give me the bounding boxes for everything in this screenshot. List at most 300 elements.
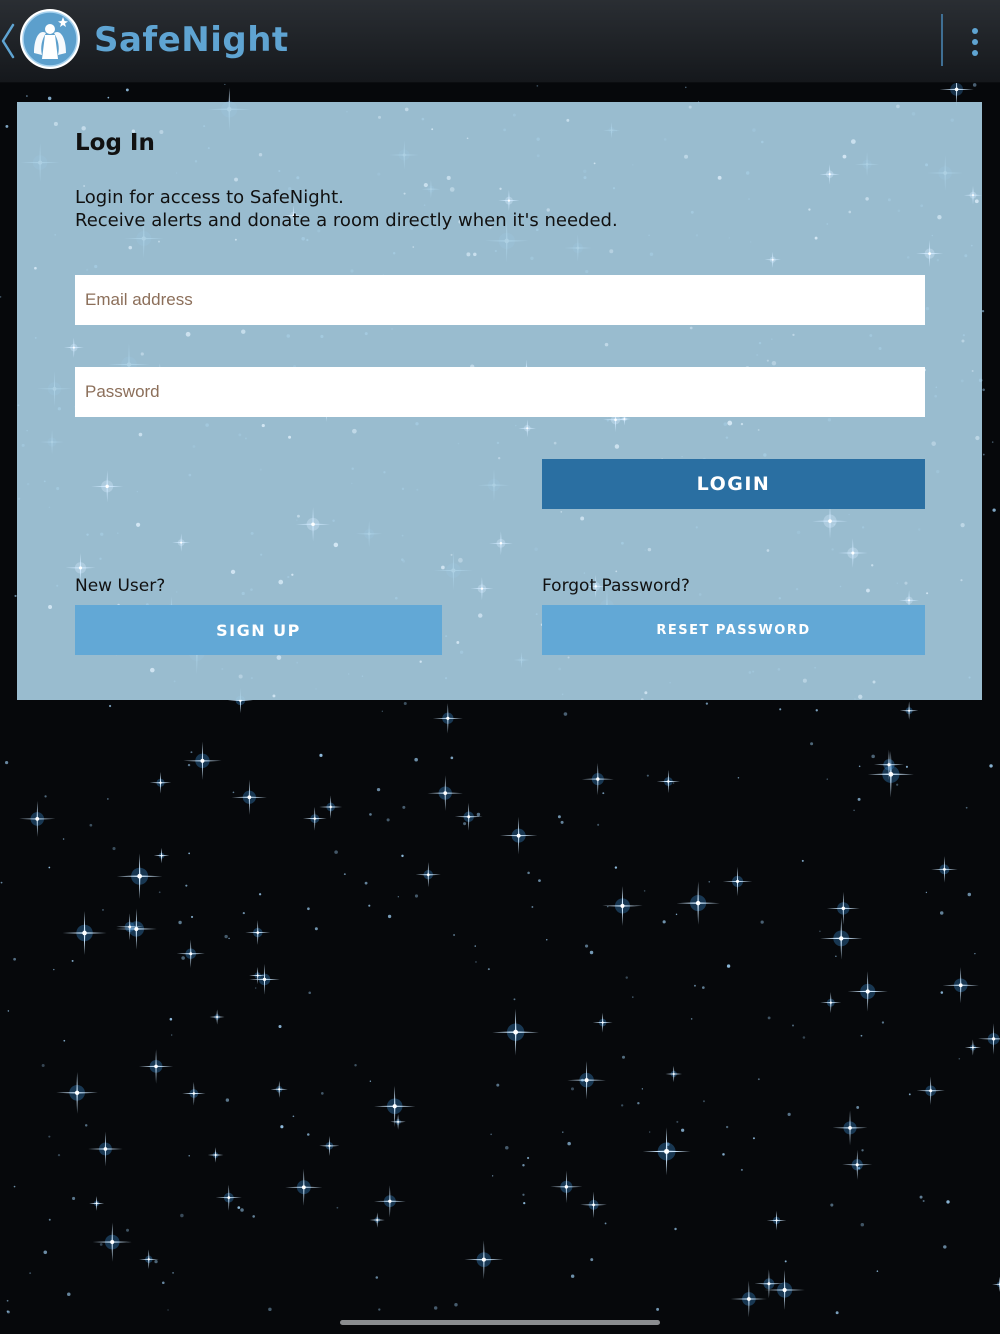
card-sparkle-dot [150, 668, 155, 673]
star-dot [691, 1018, 693, 1020]
star-sparkle [285, 1169, 322, 1206]
star-dot [67, 1292, 71, 1296]
card-sparkle-dot [259, 153, 262, 156]
star-sparkle [116, 913, 143, 940]
star-dot [344, 873, 346, 875]
star-dot [63, 838, 65, 840]
star-dot [454, 1303, 457, 1306]
intro-line-2: Receive alerts and donate a room directly when it's needed. [75, 210, 618, 231]
card-sparkle-dot [609, 249, 613, 253]
star-sparkle [154, 848, 169, 863]
card-sparkle-dot [447, 176, 451, 180]
star-dot [42, 1064, 45, 1067]
card-sparkle-dot [412, 246, 414, 248]
star-dot [369, 813, 372, 816]
star-sparkle [139, 1250, 159, 1270]
star-dot [259, 893, 261, 895]
star-dot [154, 1260, 157, 1263]
star-dot [90, 824, 93, 827]
card-sparkle-dot [560, 511, 562, 513]
star-dot [126, 1229, 129, 1232]
card-sparkle-dot [458, 558, 463, 563]
card-sparkle-dot [277, 655, 282, 660]
star-dot [49, 1219, 51, 1221]
card-sparkle-dot [792, 334, 794, 336]
card-sparkle-dot [648, 548, 651, 551]
star-dot [463, 822, 466, 825]
star-dot [224, 84, 225, 85]
star-dot [974, 953, 975, 954]
card-sparkle-dot [288, 436, 291, 439]
star-dot [180, 1214, 184, 1218]
star-dot [321, 1092, 324, 1095]
star-dot [941, 991, 944, 994]
card-sparkle-dot [689, 106, 692, 109]
star-dot [989, 764, 992, 767]
star-dot [562, 1131, 563, 1132]
card-sparkle-dot [975, 436, 979, 440]
card-sparkle-dot [615, 444, 619, 448]
star-dot [365, 882, 368, 885]
star-dot [959, 1058, 961, 1060]
new-user-label: New User? [75, 576, 166, 596]
star-dot [637, 1102, 639, 1104]
star-sparkle [500, 817, 537, 854]
star-dot [475, 961, 476, 962]
star-dot [58, 1154, 60, 1156]
star-dot [414, 758, 418, 762]
star-sparkle [764, 1270, 804, 1310]
page-title: Log In [75, 130, 155, 156]
star-sparkle [210, 1010, 225, 1025]
overflow-menu-icon[interactable] [958, 22, 992, 62]
card-sparkle-dot [262, 424, 265, 427]
card-sparkle-dot [466, 252, 470, 256]
star-dot [354, 1064, 356, 1066]
star-sparkle [992, 1277, 1000, 1292]
star-sparkle [374, 1086, 415, 1127]
star-sparkle [842, 1150, 872, 1180]
star-dot [185, 885, 187, 887]
star-dot [402, 806, 405, 809]
star-dot [376, 1276, 379, 1279]
star-dot [514, 998, 516, 1000]
star-sparkle [827, 892, 860, 925]
card-sparkle-dot [594, 162, 596, 164]
star-dot [676, 914, 677, 915]
star-dot [29, 1272, 31, 1274]
star-dot [896, 784, 898, 786]
star-dot [940, 911, 943, 914]
card-sparkle-dot [896, 105, 900, 109]
star-dot [108, 97, 110, 99]
star-dot [722, 1153, 724, 1155]
star-sparkle [116, 908, 157, 949]
star-dot [861, 1149, 863, 1151]
star-sparkle [657, 770, 680, 793]
app-title: SafeNight [94, 20, 289, 60]
star-dot [853, 810, 854, 811]
star-dot [307, 1133, 310, 1136]
star-dot [615, 866, 617, 868]
star-dot [768, 1016, 771, 1019]
card-sparkle-dot [467, 137, 469, 139]
password-field[interactable] [75, 367, 925, 417]
star-dot [126, 88, 129, 91]
star-dot [162, 1281, 165, 1284]
card-sparkle-dot [451, 554, 453, 556]
star-dot [401, 855, 403, 857]
card-sparkle-dot [158, 241, 160, 243]
star-dot [7, 1300, 9, 1302]
card-sparkle-dot [128, 246, 132, 250]
star-dot [307, 907, 310, 910]
card-sparkle-dot [858, 695, 862, 699]
star-sparkle [917, 1077, 945, 1105]
star-dot [404, 702, 407, 705]
star-sparkle [723, 867, 752, 896]
star-dot [5, 761, 8, 764]
star-dot [605, 1222, 607, 1224]
star-dot [107, 798, 109, 800]
card-sparkle-dot [405, 108, 409, 112]
star-sparkle [874, 750, 904, 780]
star-dot [191, 916, 193, 918]
star-dot [522, 1164, 524, 1166]
star-dot [706, 702, 708, 704]
angel-logo-icon[interactable] [18, 7, 82, 71]
star-dot [280, 1125, 283, 1128]
login-card [17, 102, 982, 700]
star-dot [109, 705, 111, 707]
star-sparkle [550, 1171, 582, 1203]
card-sparkle-dot [48, 605, 52, 609]
star-dot [982, 310, 984, 312]
star-sparkle [374, 1185, 406, 1217]
star-dot [44, 795, 46, 797]
star-dot [788, 1113, 791, 1116]
star-dot [642, 1088, 643, 1089]
star-sparkle [89, 1196, 104, 1211]
card-sparkle-dot [235, 239, 237, 241]
star-dot [741, 1169, 743, 1171]
star-sparkle [249, 964, 280, 995]
card-sparkle-dot [741, 423, 743, 425]
star-dot [626, 976, 628, 978]
star-dot [387, 818, 390, 821]
star-sparkle [464, 1240, 503, 1279]
star-dot [488, 968, 490, 970]
star-dot [726, 1126, 728, 1128]
star-sparkle [303, 807, 327, 831]
star-dot [319, 754, 322, 757]
card-sparkle-dot [478, 613, 482, 617]
star-dot [702, 986, 705, 989]
star-sparkle [731, 1281, 767, 1317]
card-sparkle-dot [960, 579, 962, 581]
star-dot [992, 441, 993, 442]
card-sparkle-dot [758, 429, 760, 431]
star-dot [268, 1308, 271, 1311]
star-dot [621, 1104, 623, 1106]
star-dot [647, 775, 649, 777]
star-dot [656, 1308, 659, 1311]
star-dot [43, 1251, 47, 1255]
star-dot [398, 896, 399, 897]
star-dot [703, 1100, 705, 1102]
card-sparkle-dot [231, 570, 235, 574]
star-dot [377, 788, 380, 791]
card-sparkle-dot [272, 694, 275, 697]
star-dot [53, 969, 54, 970]
forgot-password-label: Forgot Password? [542, 576, 690, 596]
card-sparkle-dot [690, 327, 693, 330]
star-sparkle [602, 886, 642, 926]
star-sparkle [833, 1110, 868, 1145]
card-sparkle-dot [873, 680, 876, 683]
star-sparkle [964, 186, 982, 204]
card-sparkle-dot [378, 116, 381, 119]
card-sparkle-dot [54, 122, 58, 126]
card-sparkle-dot [937, 215, 941, 219]
star-dot [856, 1106, 859, 1109]
star-sparkle [916, 240, 943, 267]
star-dot [992, 508, 995, 511]
card-sparkle-dot [141, 352, 144, 355]
star-dot [505, 1146, 509, 1150]
star-dot [871, 755, 875, 759]
star-sparkle [319, 796, 342, 819]
star-dot [278, 1025, 281, 1028]
card-sparkle-dot [278, 580, 283, 585]
card-sparkle-dot [456, 641, 459, 644]
star-dot [477, 813, 480, 816]
reset-password-button[interactable]: RESET PASSWORD [542, 605, 925, 655]
card-sparkle-dot [684, 155, 688, 159]
star-dot [475, 945, 476, 946]
chevron-left-icon[interactable] [0, 22, 16, 60]
card-sparkle-dot [772, 361, 776, 365]
card-sparkle-dot [815, 237, 818, 240]
star-dot [188, 1155, 190, 1157]
star-dot [585, 944, 588, 947]
card-sparkle-dot [580, 517, 584, 521]
star-dot [571, 1275, 574, 1278]
star-dot [453, 934, 455, 936]
star-sparkle [427, 775, 463, 811]
star-dot [492, 1175, 493, 1176]
star-dot [982, 389, 985, 392]
star-sparkle [232, 780, 267, 815]
star-dot [315, 927, 318, 930]
card-sparkle-dot [159, 130, 163, 134]
star-dot [761, 921, 764, 924]
star-dot [882, 1021, 884, 1023]
card-sparkle-dot [568, 656, 570, 658]
star-dot [590, 951, 593, 954]
star-dot [255, 987, 256, 988]
card-sparkle-dot [803, 679, 807, 683]
intro-line-1: Login for access to SafeNight. [75, 187, 344, 208]
card-sparkle-dot [136, 523, 140, 527]
star-dot [159, 891, 161, 893]
star-sparkle [848, 971, 888, 1011]
star-dot [112, 847, 115, 850]
card-sparkle-dot [975, 199, 979, 203]
star-sparkle [390, 1114, 405, 1129]
star-sparkle [370, 1212, 385, 1227]
star-dot [240, 1208, 244, 1212]
star-dot [170, 1018, 173, 1021]
card-sparkle-dot [767, 360, 769, 362]
card-sparkle-dot [441, 566, 445, 570]
star-sparkle [593, 1013, 613, 1033]
star-dot [597, 824, 599, 826]
star-dot [522, 1194, 524, 1196]
star-dot [906, 766, 908, 768]
card-sparkle-dot [615, 570, 617, 572]
star-sparkle [943, 967, 979, 1003]
star-dot [861, 1035, 863, 1037]
star-dot [810, 742, 813, 745]
card-sparkle-dot [291, 574, 293, 576]
card-sparkle-dot [431, 128, 433, 130]
star-dot [966, 807, 968, 809]
card-sparkle-dot [931, 441, 936, 446]
star-dot [228, 938, 229, 939]
star-dot [968, 893, 971, 896]
card-sparkle-dot [554, 442, 557, 445]
star-dot [632, 996, 633, 997]
star-dot [663, 920, 666, 923]
star-dot [523, 1202, 525, 1204]
card-sparkle-dot [241, 330, 245, 334]
email-field[interactable] [75, 275, 925, 325]
star-sparkle [433, 703, 463, 733]
star-sparkle [677, 882, 720, 925]
star-dot [252, 1215, 255, 1218]
star-dot [920, 1196, 923, 1199]
intro-text [75, 186, 618, 232]
sign-up-button[interactable]: SIGN UP [75, 605, 442, 655]
card-sparkle-dot [848, 211, 851, 214]
card-sparkle-dot [851, 139, 856, 144]
star-dot [527, 1157, 529, 1159]
card-sparkle-dot [641, 698, 644, 700]
star-dot [943, 1245, 946, 1248]
star-dot [382, 711, 383, 712]
star-dot [368, 905, 370, 907]
star-dot [538, 879, 541, 882]
appbar-divider [941, 14, 943, 66]
star-sparkle [19, 801, 55, 837]
star-dot [434, 1306, 437, 1309]
card-sparkle-dot [473, 253, 476, 256]
star-sparkle [820, 992, 841, 1013]
star-dot [167, 1309, 168, 1310]
star-dot [496, 1084, 499, 1087]
star-dot [178, 921, 181, 924]
star-dot [490, 1134, 492, 1136]
card-sparkle-dot [767, 549, 770, 552]
card-sparkle-dot [297, 515, 300, 518]
star-sparkle [455, 803, 483, 831]
star-dot [308, 991, 311, 994]
star-sparkle [767, 1211, 787, 1231]
star-dot [527, 872, 530, 875]
star-sparkle [296, 507, 330, 541]
star-sparkle [150, 772, 171, 793]
card-sparkle-dot [34, 267, 37, 270]
star-dot [685, 87, 686, 88]
star-dot [802, 860, 804, 862]
card-sparkle-dot [961, 523, 965, 527]
star-sparkle [765, 252, 781, 268]
card-sparkle-dot [239, 675, 243, 679]
star-sparkle [820, 917, 862, 959]
star-sparkle [838, 538, 868, 568]
star-dot [571, 1087, 574, 1090]
star-dot [607, 906, 608, 907]
star-dot [727, 964, 730, 967]
star-dot [14, 1186, 16, 1188]
star-dot [861, 1223, 864, 1226]
star-sparkle [183, 742, 221, 780]
star-dot [48, 867, 50, 869]
star-dot [644, 890, 646, 892]
card-sparkle-dot [808, 208, 810, 210]
star-dot [415, 894, 418, 897]
star-dot [674, 1228, 676, 1230]
star-dot [649, 1131, 650, 1132]
star-sparkle [117, 853, 162, 898]
star-sparkle [172, 534, 190, 552]
star-dot [172, 1272, 173, 1273]
star-dot [188, 853, 190, 855]
star-sparkle [63, 911, 107, 955]
login-button[interactable]: LOGIN [542, 459, 925, 509]
star-dot [926, 892, 927, 893]
star-dot [779, 708, 781, 710]
star-sparkle [978, 1023, 1000, 1054]
card-sparkle-dot [605, 343, 609, 347]
star-dot [558, 815, 561, 818]
star-sparkle [91, 470, 123, 502]
star-dot [983, 454, 985, 456]
star-dot [758, 1078, 760, 1080]
star-dot [923, 1200, 925, 1202]
star-sparkle [64, 338, 84, 358]
card-sparkle-dot [566, 119, 569, 122]
star-dot [830, 1203, 833, 1206]
star-dot [102, 909, 104, 911]
card-sparkle-dot [843, 155, 847, 159]
star-dot [590, 1258, 593, 1261]
card-sparkle-dot [926, 592, 928, 594]
star-dot [243, 912, 245, 914]
star-dot [293, 1115, 295, 1117]
card-sparkle-dot [644, 691, 647, 694]
card-sparkle-dot [727, 421, 732, 426]
star-dot [188, 764, 190, 766]
star-dot [334, 850, 338, 854]
star-dot [388, 915, 391, 918]
star-dot [803, 1036, 806, 1039]
star-dot [673, 782, 675, 784]
star-dot [708, 881, 710, 883]
home-indicator[interactable] [340, 1320, 660, 1325]
star-dot [835, 955, 837, 957]
